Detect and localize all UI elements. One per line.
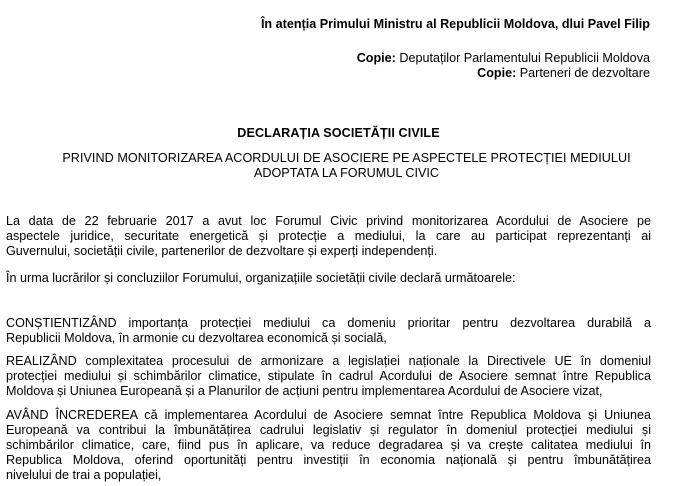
- paragraph-declaration-intro: [6, 271, 651, 286]
- document-subtitle-line-1: PRIVIND MONITORIZAREA ACORDULUI DE ASOCIERE PE ASPECTELE PROTECȚIEI MEDIULUI: [62, 151, 631, 165]
- copy-text: Parteneri de dezvoltare: [516, 66, 650, 80]
- copy-recipient-partners: [477, 66, 650, 81]
- text-line: Republica Moldova, oferind oportunități pentru investiții în economia națională și pentru îmbunătățirea: [6, 453, 651, 467]
- copy-label: Copie:: [477, 66, 517, 80]
- text-line: Guvernului, societății civile, partenerilor de dezvoltare și experți independenți.: [6, 244, 438, 258]
- text-line: nivelului de trai a populației,: [6, 468, 162, 482]
- copy-text: Deputaților Parlamentului Republicii Moldova: [395, 51, 650, 65]
- text-line: REALIZÂND complexitatea procesului de armonizare a legislației naționale la Directivele UE în domeniul: [6, 354, 651, 368]
- paragraph-realizand: [6, 354, 651, 399]
- text-line: Europeană va contribui la îmbunătățirea cadrului legislativ și regulator în domeniul protecției mediului și: [6, 423, 651, 437]
- text-line: La data de 22 februarie 2017 a avut loc Forumul Civic privind monitorizarea Acordului de Asociere pe: [6, 214, 651, 228]
- copy-label: Copie:: [356, 51, 396, 65]
- text-line: Republicii Moldova, în armonie cu dezvoltarea economică și socială,: [6, 331, 387, 345]
- copy-recipient-parliament: [357, 51, 650, 66]
- document-subtitle-line-2: ADOPTATA LA FORUMUL CIVIC: [254, 166, 439, 180]
- text-line: protecției mediului și schimbărilor climatice, stipulate în cadrul Acordului de Asociere semnat între Republica: [6, 369, 651, 383]
- text-line: schimbărilor climatice, care, fiind pus în aplicare, va reduce degradarea și va crește calitatea mediului în: [6, 438, 651, 452]
- text-line: Moldova și Uniunea Europeană și a Planurilor de acțiuni pentru implementarea Acordului de Asociere vizat,: [6, 384, 603, 398]
- text-line: aspectele juridice, securitate energetică și protecție a mediului, la care au participat reprezentanți ai: [6, 229, 651, 243]
- paragraph-constientizand: [6, 316, 651, 346]
- text-line: CONȘTIENTIZÂND importanța protecției mediului ca domeniu prioritar pentru dezvoltarea durabilă a: [6, 316, 651, 330]
- text-line: AVÂND ÎNCREDEREA că implementarea Acordului de Asociere semnat între Republica Moldova și Uniunea: [6, 408, 651, 422]
- paragraph-intro: [6, 214, 651, 259]
- paragraph-avand-increderea: [6, 408, 651, 483]
- attention-line: În atenția Primului Ministru al Republicii Moldova, dlui Pavel Filip: [260, 17, 650, 31]
- text-line: În urma lucrărilor și concluziilor Forumului, organizațiile societății civile declară următoarele:: [6, 271, 516, 285]
- document-title: DECLARAȚIA SOCIETĂȚII CIVILE: [237, 126, 440, 140]
